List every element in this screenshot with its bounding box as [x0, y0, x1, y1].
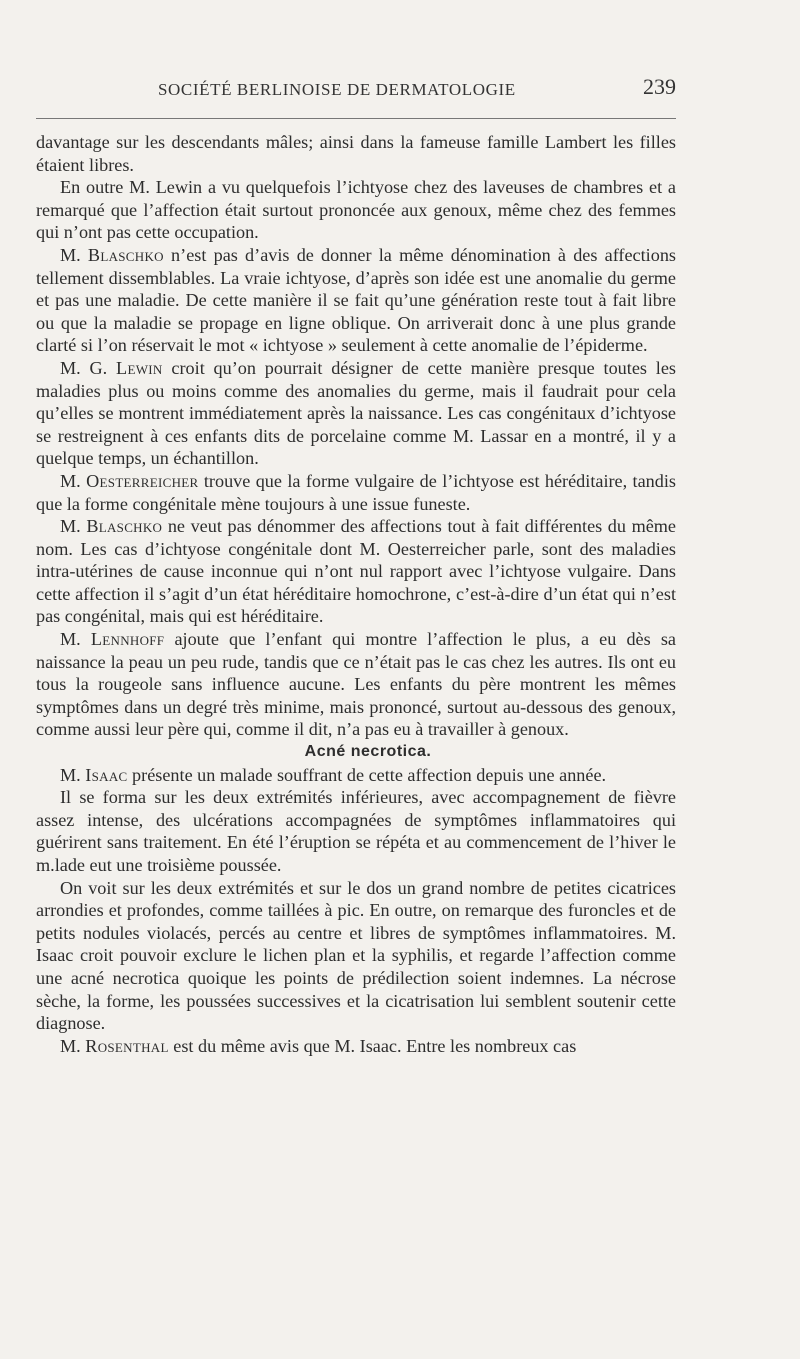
- speaker-name: Lewin: [116, 357, 163, 378]
- speaker-prefix: M.: [60, 244, 88, 265]
- paragraph-text: ne veut pas dénommer des affections tout à fait différentes du même nom. Les cas d’ichtyose congénitale dont M. Oesterreicher parle, sont des maladies intra-utérines de cause inconnue qui n’ont nul rapport avec l’ichtyose vulgaire. Dans cette affection il s’agit d’un état héréditaire homochrone, c’est-à-dire d’un état qui n’est pas congénital, mais qui est héréditaire.: [36, 516, 677, 627]
- speaker-name: Oesterreicher: [86, 470, 199, 491]
- speaker-name: Lennhoff: [90, 629, 165, 650]
- header-rule: [36, 118, 676, 119]
- paragraph: [36, 628, 676, 741]
- speaker-prefix: M.: [60, 764, 86, 785]
- speaker-prefix: M. G.: [60, 357, 117, 378]
- paragraph: Il se forma sur les deux extrémités inférieures, avec accompagnement de fièvre assez intense, des ulcérations accompagnées de symptômes inflammatoires qui guérirent sans traitement. En été l’éruption se répéta et au commencement de l’hiver le m.lade eut une troisième poussée.: [36, 787, 676, 875]
- paragraph: En outre M. Lewin a vu quelquefois l’ichtyose chez des laveuses de chambres et a remarqué que l’affection était surtout prononcée aux genoux, même chez des femmes qui n’ont pas cette occupation.: [36, 177, 676, 243]
- paragraph-text: ajoute que l’enfant qui montre l’affection le plus, a eu dès sa naissance la peau un peu rude, tandis que ce n’était pas le cas chez les autres. Ils ont eu tous la rougeole sans influence aucune. Les enfants du père montrent les mêmes symptômes dans un degré très minime, mais prononcé, surtout au-dessous des genoux, comme aussi leur père qui, comme il dit, n’a pas eu à travailler à genoux.: [36, 629, 676, 740]
- body-text: [36, 131, 676, 1057]
- speaker-prefix: M.: [60, 470, 87, 491]
- speaker-prefix: M.: [60, 629, 91, 650]
- speaker-prefix: M.: [60, 1035, 86, 1056]
- speaker-name: Rosenthal: [85, 1035, 169, 1056]
- speaker-name: Isaac: [85, 764, 128, 785]
- section-title: Acné necrotica.: [304, 743, 432, 761]
- paragraph: [36, 1035, 676, 1058]
- paragraph: [36, 515, 676, 628]
- speaker-name: Blaschko: [86, 516, 163, 537]
- paragraph-text: trouve que la forme vulgaire de l’ichtyose est héréditaire, tandis que la forme congénitale mène toujours à une issue funeste.: [36, 470, 676, 514]
- paragraph: On voit sur les deux extrémités et sur le dos un grand nombre de petites cicatrices arrondies et profondes, comme taillées à pic. En outre, on remarque des furoncles et de petits nodules violacés, percés au centre et libres de symptômes inflammatoires. M. Isaac croit pouvoir exclure le lichen plan et la syphilis, et regarde l’affection comme une acné necrotica quoique les points de prédilection soient indemnes. La nécrose sèche, la forme, les poussées successives et la cicatrisation lui semblent soutenir cette diagnose.: [36, 877, 676, 1034]
- paragraph-text: est du même avis que M. Isaac. Entre les nombreux cas: [168, 1035, 577, 1056]
- paragraph: [36, 764, 676, 787]
- paragraph-text: croit qu’on pourrait désigner de cette manière presque toutes les maladies plus ou moins comme des anomalies du germe, mais il faudrait pour cela qu’elles se montrent immédiatement après la naissance. Les cas congénitaux d’ichtyose se restreignent à ces enfants dits de porcelaine comme M. Lassar en a montré, il y a quelque temps, un échantillon.: [36, 357, 676, 469]
- page-header: [36, 70, 676, 110]
- page-number: 239: [643, 74, 676, 99]
- paragraph: [36, 244, 676, 357]
- speaker-name: Blaschko: [87, 244, 164, 265]
- paragraph: [36, 357, 676, 470]
- paragraph: davantage sur les descendants mâles; ainsi dans la fameuse famille Lambert les filles étaient libres.: [36, 132, 676, 175]
- paragraph: [36, 470, 676, 515]
- paragraph-text: présente un malade souffrant de cette affection depuis une année.: [127, 764, 607, 785]
- speaker-prefix: M.: [60, 516, 87, 537]
- running-head: SOCIÉTÉ BERLINOISE DE DERMATOLOGIE: [158, 80, 516, 99]
- paragraph-text: n’est pas d’avis de donner la même dénomination à des affections tellement dissemblables. La vraie ichtyose, d’après son idée est une anomalie du germe et pas une maladie. De cette manière il se fait qu’une génération reste tout à fait libre ou que la maladie se propage en ligne oblique. On arriverait donc à une plus grande clarté si l’on réservait le mot « ichtyose » seulement à cette anomalie de l’épiderme.: [36, 244, 677, 356]
